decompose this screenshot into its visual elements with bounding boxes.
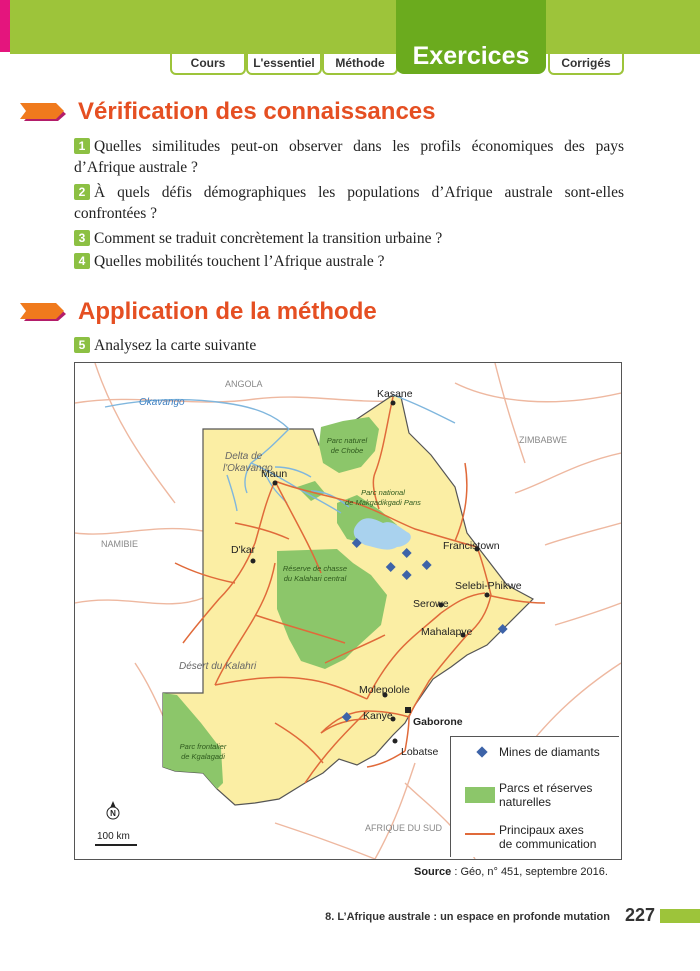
city-mahalapye: Mahalapye: [421, 626, 473, 638]
tab-corriges[interactable]: Corrigés: [548, 54, 624, 75]
city-maun: Maun: [261, 468, 288, 480]
section-arrow-icon: [20, 103, 68, 125]
page-number: 227: [625, 905, 656, 925]
label-desert: Désert du Kalahri: [179, 661, 257, 672]
footer-chapter: 8. L’Afrique australe : un espace en profonde mutation: [325, 911, 610, 923]
label-delta-line2: l'Okavango: [223, 463, 273, 474]
question-4: 4 Quelles mobilités touchent l’Afrique australe ?: [74, 251, 624, 272]
city-kasane: Kasane: [377, 388, 413, 400]
city-lobatse: Lobatse: [401, 746, 439, 758]
label-makgadikgadi-2: de Makgadikgadi Pans: [345, 498, 421, 507]
label-zimbabwe: ZIMBABWE: [519, 435, 568, 445]
label-makgadikgadi-1: Parc national: [361, 488, 405, 497]
label-kalahari-2: du Kalahari central: [283, 574, 347, 583]
legend-diamonds: Mines de diamants: [499, 745, 600, 759]
city-selebi-phikwe: Selebi-Phikwe: [455, 580, 522, 592]
label-afrique-du-sud: AFRIQUE DU SUD: [365, 823, 443, 833]
label-kalahari-1: Réserve de chasse: [282, 564, 348, 573]
legend-parks-1: Parcs et réserves: [499, 781, 593, 795]
svg-text:N: N: [110, 809, 116, 818]
city-serowe: Serowe: [413, 598, 449, 610]
city-molepolole: Molepolole: [359, 684, 410, 696]
legend-roads-2: de communication: [499, 837, 597, 851]
question-1: 1 Quelles similitudes peut-on observer dans les profils économiques des pays d’Afrique australe ?: [74, 138, 624, 176]
legend-park-swatch: [465, 787, 495, 803]
question-5: 5 Analysez la carte suivante: [74, 335, 624, 356]
map-legend: [450, 736, 619, 857]
label-delta-line1: Delta de: [225, 451, 263, 462]
scale-label: 100 km: [97, 831, 130, 842]
city-francistown: Francistown: [443, 540, 500, 552]
section-arrow-icon: [20, 303, 68, 325]
legend-roads-1: Principaux axes: [499, 823, 584, 837]
map-source: Source : Géo, n° 451, septembre 2016.: [414, 866, 608, 878]
chapter-tabs: [0, 54, 700, 78]
question-3: 3 Comment se traduit concrètement la transition urbaine ?: [74, 228, 624, 249]
legend-parks-2: naturelles: [499, 795, 552, 809]
legend-diamond-icon: [476, 746, 487, 757]
header-band: [10, 0, 700, 54]
tab-methode[interactable]: Méthode: [322, 54, 398, 75]
label-kgalagadi-2: de Kgalagadi: [181, 752, 225, 761]
label-namibie: NAMIBIE: [101, 539, 139, 549]
tab-exercices[interactable]: Exercices: [396, 0, 546, 74]
label-angola: ANGOLA: [225, 379, 263, 389]
label-chobe-1: Parc naturel: [326, 436, 368, 445]
city-gaborone: Gaborone: [413, 716, 463, 728]
legend-road-line: [465, 833, 495, 835]
label-chobe-2: de Chobe: [330, 446, 364, 455]
tab-cours[interactable]: Cours: [170, 54, 246, 75]
label-kgalagadi-1: Parc frontalier: [179, 742, 227, 751]
label-okavango: Okavango: [139, 397, 185, 408]
footer-bar: [660, 909, 700, 923]
city-dkar: D'kar: [231, 544, 256, 556]
pink-edge-bar: [0, 0, 10, 52]
tab-essentiel[interactable]: L'essentiel: [246, 54, 322, 75]
city-kanye: Kanye: [363, 710, 393, 722]
question-2: 2 À quels défis démographiques les populations d’Afrique australe sont-elles confrontées ?: [74, 184, 624, 222]
